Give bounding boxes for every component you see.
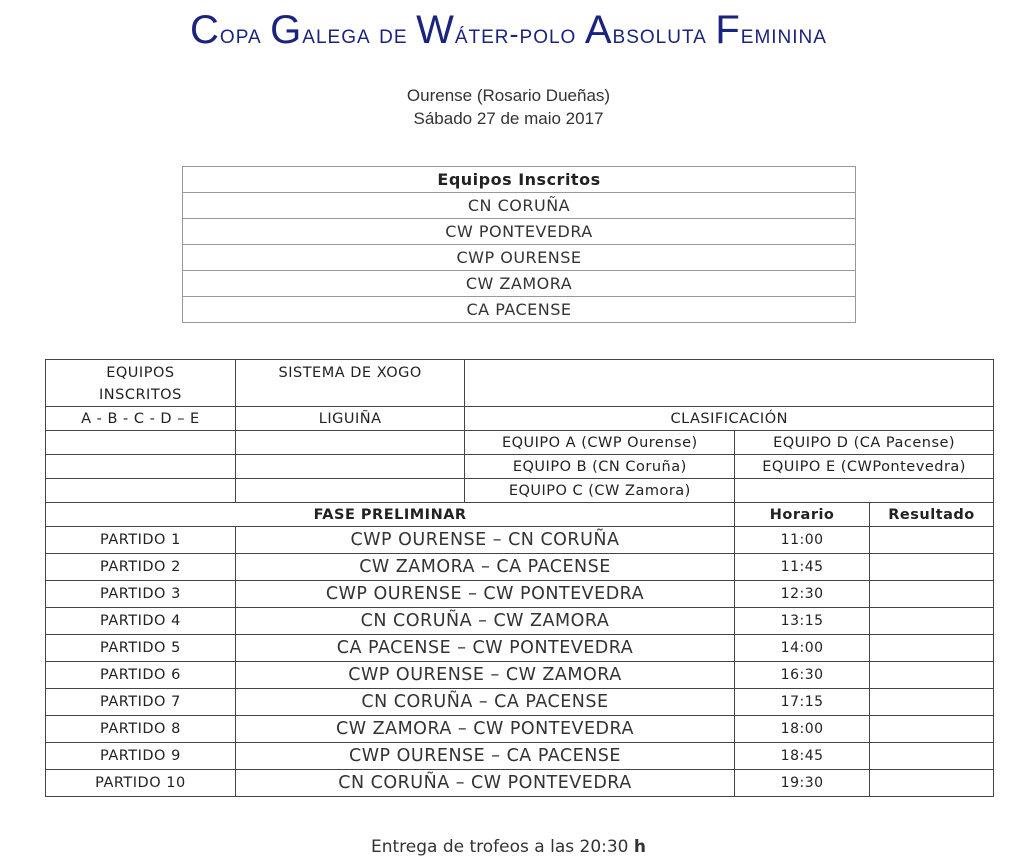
empty-cell xyxy=(46,431,236,455)
match-number: PARTIDO 1 xyxy=(46,527,236,554)
match-result xyxy=(870,689,994,716)
match-number: PARTIDO 9 xyxy=(46,743,236,770)
match-time: 12:30 xyxy=(735,581,870,608)
team-row: CW PONTEVEDRA xyxy=(183,219,856,245)
resultado-header: Resultado xyxy=(870,503,994,527)
teams-table-header: Equipos Inscritos xyxy=(183,167,856,193)
match-teams: CN CORUÑA – CW PONTEVEDRA xyxy=(235,770,734,797)
match-teams: CWP OURENSE – CW PONTEVEDRA xyxy=(235,581,734,608)
match-time: 18:00 xyxy=(735,716,870,743)
match-teams: CWP OURENSE – CN CORUÑA xyxy=(235,527,734,554)
match-number: PARTIDO 6 xyxy=(46,662,236,689)
clasificacion-team: EQUIPO A (CWP Ourense) xyxy=(465,431,735,455)
match-teams: CA PACENSE – CW PONTEVEDRA xyxy=(235,635,734,662)
empty-cell xyxy=(235,479,465,503)
match-time: 11:45 xyxy=(735,554,870,581)
team-row: CW ZAMORA xyxy=(183,271,856,297)
empty-cell xyxy=(235,455,465,479)
match-result xyxy=(870,581,994,608)
empty-cell xyxy=(235,431,465,455)
empty-cell xyxy=(46,479,236,503)
fase-preliminar-header: FASE PRELIMINAR xyxy=(46,503,735,527)
clasificacion-team: EQUIPO B (CN Coruña) xyxy=(465,455,735,479)
trophy-ceremony-note: Entrega de trofeos a las 20:30 h xyxy=(370,837,647,857)
match-number: PARTIDO 7 xyxy=(46,689,236,716)
clasificacion-team xyxy=(735,479,994,503)
team-row: CWP OURENSE xyxy=(183,245,856,271)
match-result xyxy=(870,743,994,770)
match-result xyxy=(870,608,994,635)
clasificacion-label: CLASIFICACIÓN xyxy=(465,407,994,431)
match-result xyxy=(870,527,994,554)
match-time: 19:30 xyxy=(735,770,870,797)
match-teams: CW ZAMORA – CW PONTEVEDRA xyxy=(235,716,734,743)
match-number: PARTIDO 8 xyxy=(46,716,236,743)
event-date: Sábado 27 de maio 2017 xyxy=(413,109,604,128)
match-result xyxy=(870,554,994,581)
match-teams: CN CORUÑA – CW ZAMORA xyxy=(235,608,734,635)
registered-teams-table xyxy=(182,166,856,323)
match-time: 11:00 xyxy=(735,527,870,554)
clasificacion-team: EQUIPO C (CW Zamora) xyxy=(465,479,735,503)
equipos-inscritos-label: EQUIPOS INSCRITOS xyxy=(46,360,236,407)
team-row: CA PACENSE xyxy=(183,297,856,323)
liguina-label: LIGUIÑA xyxy=(235,407,465,431)
match-time: 13:15 xyxy=(735,608,870,635)
match-result xyxy=(870,635,994,662)
horario-header: Horario xyxy=(735,503,870,527)
match-result xyxy=(870,716,994,743)
match-teams: CWP OURENSE – CA PACENSE xyxy=(235,743,734,770)
match-number: PARTIDO 5 xyxy=(46,635,236,662)
clasificacion-team: EQUIPO E (CWPontevedra) xyxy=(735,455,994,479)
match-teams: CW ZAMORA – CA PACENSE xyxy=(235,554,734,581)
match-time: 18:45 xyxy=(735,743,870,770)
match-result xyxy=(870,662,994,689)
match-result xyxy=(870,770,994,797)
clasificacion-team: EQUIPO D (CA Pacense) xyxy=(735,431,994,455)
empty-cell xyxy=(46,455,236,479)
match-time: 16:30 xyxy=(735,662,870,689)
match-number: PARTIDO 4 xyxy=(46,608,236,635)
match-teams: CN CORUÑA – CA PACENSE xyxy=(235,689,734,716)
match-time: 17:15 xyxy=(735,689,870,716)
match-number: PARTIDO 2 xyxy=(46,554,236,581)
empty-header-cell xyxy=(465,360,994,407)
match-number: PARTIDO 3 xyxy=(46,581,236,608)
page-title: Copa Galega de Wáter-polo Absoluta Feminina xyxy=(190,8,827,52)
sistema-xogo-label: SISTEMA DE XOGO xyxy=(235,360,465,407)
match-teams: CWP OURENSE – CW ZAMORA xyxy=(235,662,734,689)
match-number: PARTIDO 10 xyxy=(46,770,236,797)
team-row: CN CORUÑA xyxy=(183,193,856,219)
team-letters: A - B - C - D – E xyxy=(46,407,236,431)
match-time: 14:00 xyxy=(735,635,870,662)
venue: Ourense (Rosario Dueñas) xyxy=(406,86,611,105)
schedule-table xyxy=(45,359,994,797)
